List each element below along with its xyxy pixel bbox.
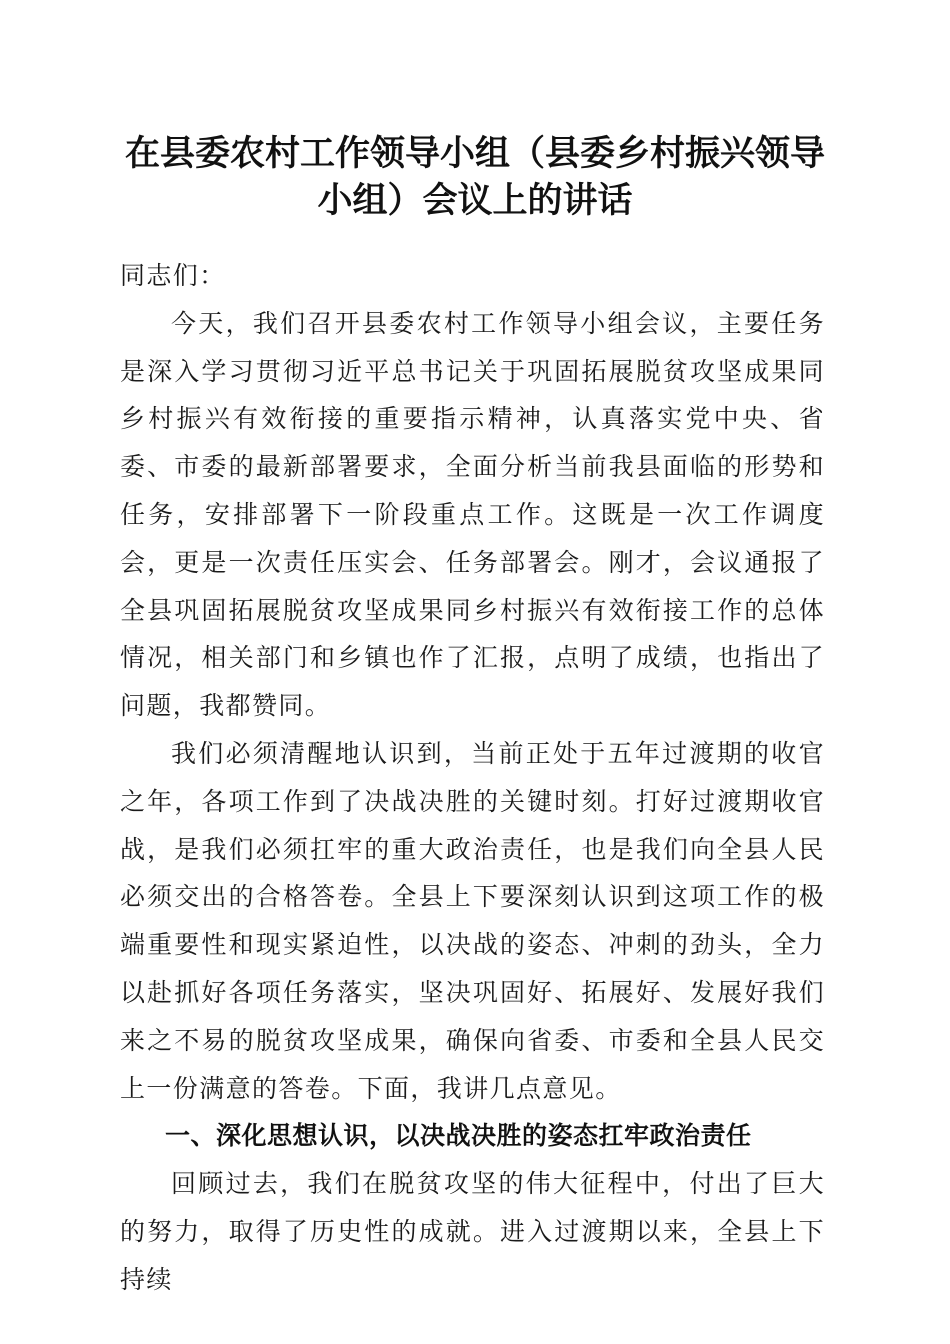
document-body (120, 252, 825, 1304)
document-title (100, 130, 850, 224)
section-1-paragraph: 回顾过去，我们在脱贫攻坚的伟大征程中，付出了巨大的努力，取得了历史性的成就。进入过渡期以来，全县上下持续 (120, 1169, 825, 1294)
title-line-2: 小组）会议上的讲话 (317, 180, 633, 221)
paragraph-opening: 今天，我们召开县委农村工作领导小组会议，主要任务是深入学习贯彻习近平总书记关于巩固拓展脱贫攻坚成果同乡村振兴有效衔接的重要指示精神，认真落实党中央、省委、市委的最新部署要求，全面分析当前我县面临的形势和任务，安排部署下一阶段重点工作。这既是一次工作调度会，更是一次责任压实会、任务部署会。刚才，会议通报了全县巩固拓展脱贫攻坚成果同乡村振兴有效衔接工作的总体情况，相关部门和乡镇也作了汇报，点明了成绩，也指出了问题，我都赞同。 (120, 308, 825, 721)
title-line-1: 在县委农村工作领导小组（县委乡村振兴领导 (124, 133, 825, 174)
paragraph-context: 我们必须清醒地认识到，当前正处于五年过渡期的收官之年，各项工作到了决战决胜的关键时刻。打好过渡期收官战，是我们必须扛牢的重大政治责任，也是我们向全县人民必须交出的合格答卷。全县上下要深刻认识到这项工作的极端重要性和现实紧迫性，以决战的姿态、冲刺的劲头，全力以赴抓好各项任务落实，坚决巩固好、拓展好、发展好我们来之不易的脱贫攻坚成果，确保向省委、市委和全县人民交上一份满意的答卷。下面，我讲几点意见。 (120, 738, 825, 1103)
salutation: 同志们： (120, 261, 226, 290)
section-heading-1: 一、深化思想认识，以决战决胜的姿态扛牢政治责任 (165, 1121, 752, 1151)
